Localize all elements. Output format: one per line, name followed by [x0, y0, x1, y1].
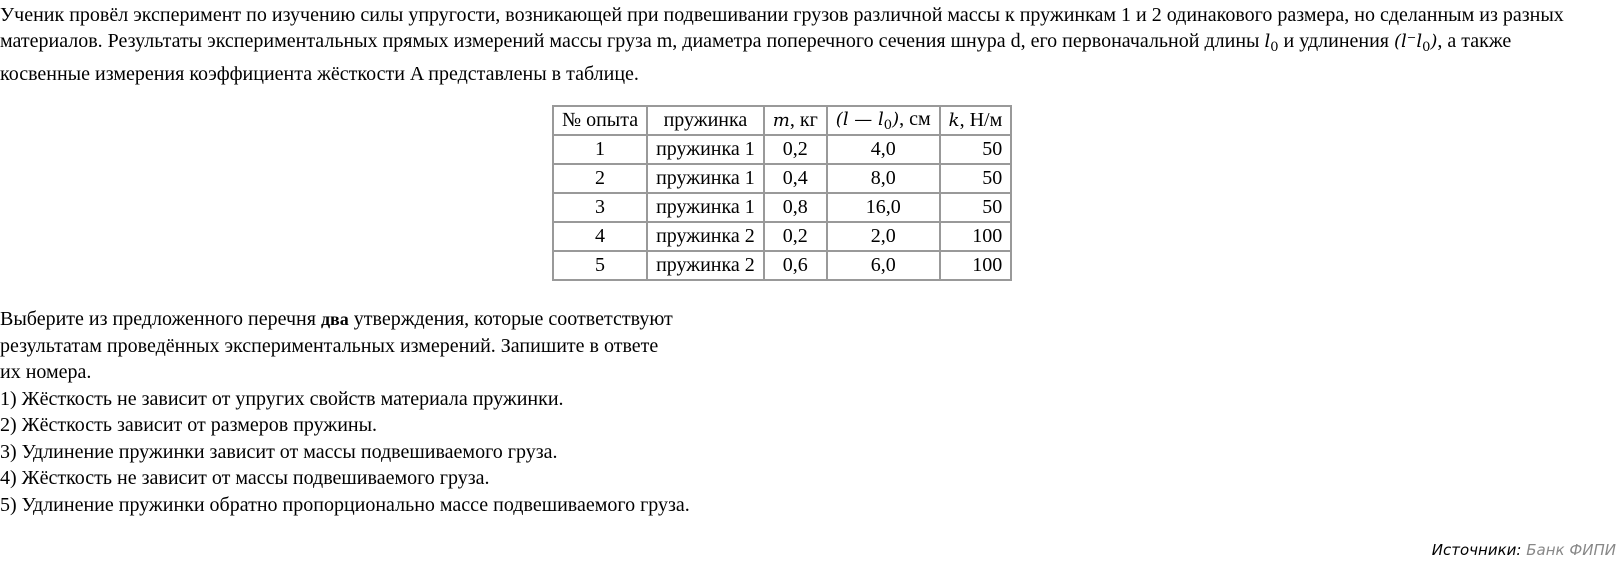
elong-formula-close: ) [892, 109, 900, 130]
elong-close: ) [1430, 31, 1438, 52]
cell-spring: пружинка 1 [647, 135, 764, 164]
elongation-symbol [1394, 31, 1438, 55]
question-emphasis: два [320, 309, 349, 329]
table-row [553, 135, 1011, 164]
subscript-zero: 0 [883, 118, 893, 133]
cell-mass: 0,8 [764, 193, 827, 222]
elong-var: l [1416, 31, 1423, 52]
cell-experiment-number: 3 [553, 193, 647, 222]
question-text-pre: Выберите из предложенного перечня [0, 308, 321, 330]
cell-mass: 0,6 [764, 251, 827, 280]
question-line-1 [0, 306, 820, 333]
cell-experiment-number: 1 [553, 135, 647, 164]
header-mass [764, 106, 827, 135]
table-row [553, 164, 1011, 193]
question-block [0, 306, 820, 518]
cell-spring: пружинка 2 [647, 222, 764, 251]
cell-spring: пружинка 2 [647, 251, 764, 280]
stiffness-unit: , Н/м [959, 109, 1003, 131]
question-line-3: их номера. [0, 361, 92, 383]
cell-elongation: 4,0 [827, 135, 940, 164]
header-spring: пружинка [647, 106, 764, 135]
intro-text-3: , а также косвенные измерения коэффициента жёсткости A представлены в таблице. [0, 30, 1512, 85]
table-header-row [553, 106, 1011, 135]
cell-elongation: 16,0 [827, 193, 940, 222]
l-var: l [1264, 31, 1271, 52]
cell-stiffness: 50 [940, 164, 1012, 193]
header-experiment-number: № опыта [553, 106, 647, 135]
cell-elongation: 2,0 [827, 222, 940, 251]
question-text-post: утверждения, которые соответствуют [348, 308, 673, 330]
answer-option-4: 4) Жёсткость не зависит от массы подвешиваемого груза. [0, 467, 490, 489]
stiffness-symbol: k [948, 110, 960, 131]
answer-option-5: 5) Удлинение пружинки обратно пропорционально массе подвешиваемого груза. [0, 493, 690, 516]
subscript-zero: 0 [1422, 40, 1431, 55]
answer-option-3: 3) Удлинение пружинки зависит от массы подвешиваемого груза. [0, 440, 558, 463]
cell-spring: пружинка 1 [647, 193, 764, 222]
elong-open: (l [1394, 31, 1407, 52]
cell-experiment-number: 2 [553, 164, 647, 193]
elongation-unit: , см [899, 108, 931, 130]
cell-stiffness: 100 [940, 251, 1012, 280]
answer-option-1: 1) Жёсткость не зависит от упругих свойств материала пружинки. [0, 387, 564, 410]
cell-stiffness: 50 [940, 135, 1012, 164]
intro-text-1: Ученик провёл эксперимент по изучению силы упругости, возникающей при подвешивании грузов различной массы к пружинкам 1 и 2 одинакового размера, но сделанным из разных материалов. Результаты экспериментальных прямых измерений массы груза m, диаметра поперечного сечения шнура d, его первоначальной длины [0, 4, 1564, 52]
cell-elongation: 8,0 [827, 164, 940, 193]
subscript-zero: 0 [1270, 40, 1279, 55]
header-stiffness [940, 106, 1012, 135]
initial-length-symbol [1264, 31, 1279, 55]
table-row [553, 193, 1011, 222]
elong-minus: ⁻ [1406, 31, 1417, 52]
table-row [553, 251, 1011, 280]
cell-mass: 0,2 [764, 222, 827, 251]
elongation-formula [835, 109, 900, 133]
header-elongation [827, 106, 940, 135]
mass-symbol: m [772, 110, 790, 131]
intro-text-2: и удлинения [1278, 30, 1395, 52]
table-row [553, 222, 1011, 251]
results-table-container [552, 105, 1012, 281]
answer-option-2: 2) Жёсткость зависит от размеров пружины. [0, 414, 378, 436]
answer-options [0, 386, 820, 519]
cell-mass: 0,4 [764, 164, 827, 193]
problem-statement [0, 2, 1600, 87]
source-attribution [1432, 541, 1616, 559]
question-line-2: результатам проведённых экспериментальных измерений. Запишите в ответе [0, 334, 659, 357]
cell-spring: пружинка 1 [647, 164, 764, 193]
elong-formula-open: (l — l [835, 109, 884, 130]
source-link[interactable]: Банк ФИПИ [1526, 541, 1616, 559]
cell-stiffness: 100 [940, 222, 1012, 251]
cell-experiment-number: 4 [553, 222, 647, 251]
source-label: Источники: [1431, 541, 1522, 559]
results-table [552, 105, 1012, 281]
cell-mass: 0,2 [764, 135, 827, 164]
cell-elongation: 6,0 [827, 251, 940, 280]
mass-unit: , кг [789, 109, 818, 131]
cell-experiment-number: 5 [553, 251, 647, 280]
cell-stiffness: 50 [940, 193, 1012, 222]
